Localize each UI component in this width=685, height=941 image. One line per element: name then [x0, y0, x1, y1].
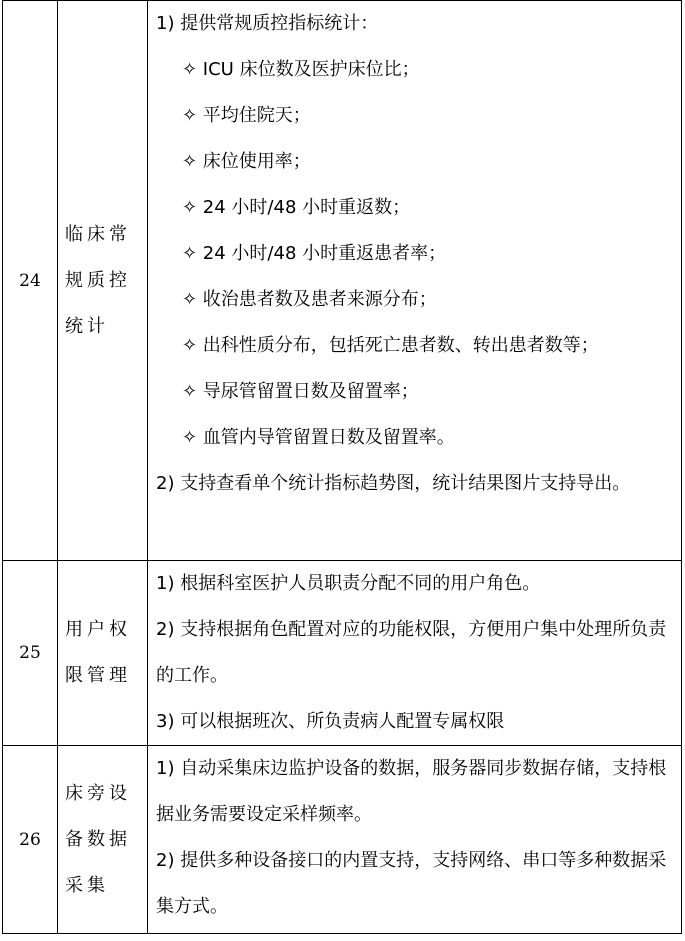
table-row [3, 1, 682, 561]
row-feature-name: 用户权限管理 [58, 561, 148, 746]
row-feature-name: 临床常规质控统计 [58, 1, 148, 561]
list-item: ✧ 导尿管留置日数及留置率； [182, 381, 419, 402]
list-item: 1) 提供常规质控指标统计： [156, 13, 379, 34]
list-item: 1) 根据科室医护人员职责分配不同的用户角色。 [156, 573, 541, 594]
row-feature-name: 床旁设备数据采集 [58, 746, 148, 934]
row-description [148, 561, 682, 746]
table-row [3, 561, 682, 746]
row-description [148, 746, 682, 934]
list-item: ✧ 24 小时/48 小时重返患者率； [182, 243, 447, 264]
table-row [3, 746, 682, 934]
requirements-table [2, 0, 682, 934]
list-item: ✧ 收治患者数及患者来源分布； [182, 289, 437, 310]
list-item: ✧ 出科性质分布，包括死亡患者数、转出患者数等； [182, 335, 599, 356]
list-item: ✧ 血管内导管留置日数及留置率。 [182, 427, 455, 448]
row-number: 24 [3, 1, 58, 561]
list-item: 2) 支持查看单个统计指标趋势图，统计结果图片支持导出。 [156, 473, 631, 494]
list-item: 3) 可以根据班次、所负责病人配置专属权限 [156, 711, 505, 732]
row-number: 26 [3, 746, 58, 934]
list-item: 1) 自动采集床边监护设备的数据，服务器同步数据存储，支持根据业务需要设定采样频率。 [156, 758, 667, 825]
list-item: ✧ 24 小时/48 小时重返数； [182, 197, 411, 218]
row-description [148, 1, 682, 561]
list-item: ✧ 床位使用率； [182, 151, 311, 172]
list-item: ✧ ICU 床位数及医护床位比； [182, 59, 420, 80]
row-number: 25 [3, 561, 58, 746]
list-item: 2) 提供多种设备接口的内置支持，支持网络、串口等多种数据采集方式。 [156, 850, 667, 917]
list-item: ✧ 平均住院天； [182, 105, 311, 126]
list-item: 2) 支持根据角色配置对应的功能权限，方便用户集中处理所负责的工作。 [156, 619, 667, 686]
